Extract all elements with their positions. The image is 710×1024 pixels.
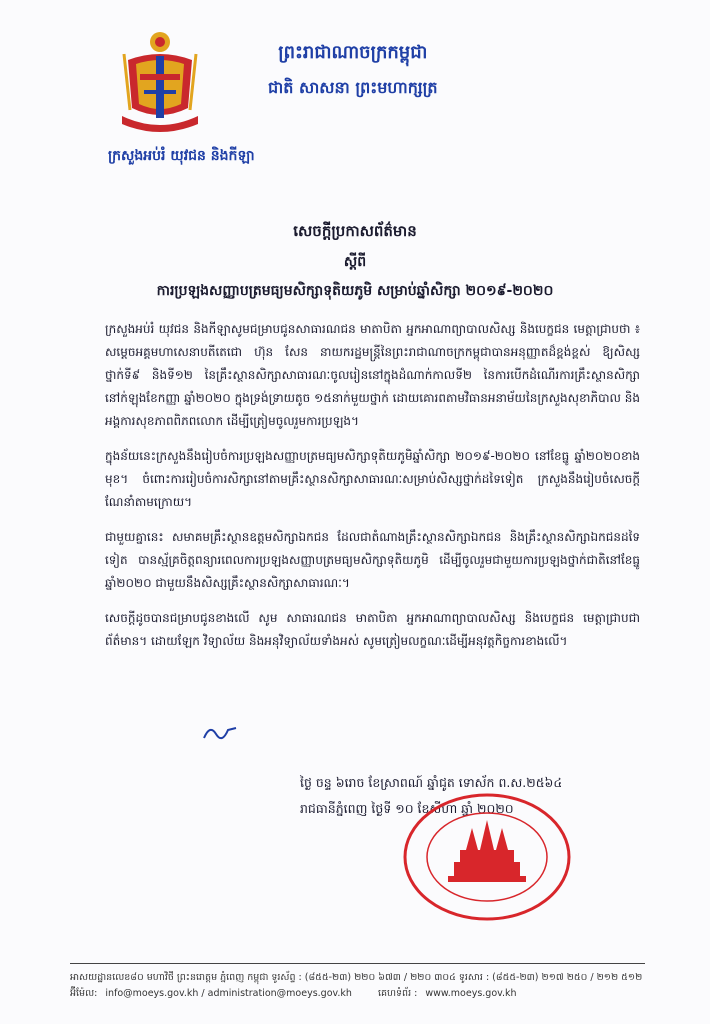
solar-date: រាជធានីភ្នំពេញ ថ្ងៃទី ១០ ខែសីហា ឆ្នាំ ២០២០	[300, 801, 514, 816]
email-label: អ៊ីម៉ែល:	[70, 988, 98, 999]
document-heading: សេចក្ដីប្រកាសព័ត៌មាន	[293, 222, 417, 240]
ministry-emblem-icon	[118, 30, 202, 140]
paragraph-2: ក្នុងន័យនេះក្រសួងនឹងរៀបចំការប្រឡងសញ្ញាបត្រមធ្យមសិក្សាទុតិយភូមិឆ្នាំសិក្សា ២០១៩-២០២០ នៅខែធ្នូ ឆ្នាំ២០២០ខាងមុខ។ ចំពោះការរៀបចំការសិក្សានៅតាមគ្រឹះស្ថានសិក្សាសាធារណៈសម្រាប់សិស្សថ្នាក់ដទៃទៀត ក្រសួងនឹងរៀបចំសេចក្ដីណែនាំតាមក្រោយ។	[105, 449, 640, 509]
signature-mark-icon	[200, 720, 240, 744]
kingdom-header	[268, 40, 438, 101]
document-about: ស្ដីពី	[343, 254, 367, 270]
kingdom-title: ព្រះរាជាណាចក្រកម្ពុជា	[278, 42, 428, 63]
paragraph-4: សេចក្ដីដូចបានជម្រាបជូនខាងលើ សូម សាធារណជន មាតាបិតា អ្នកអាណាព្យាបាលសិស្ស និងបេក្ខជន មេត្តាជ្រាបជាព័ត៌មាន។ ដោយឡែក វិទ្យាល័យ និងអនុវិទ្យាល័យទាំងអស់ សូមត្រៀមលក្ខណៈដើម្បីអនុវត្តកិច្ចការខាងលើ។	[105, 611, 640, 648]
lunar-date: ថ្ងៃ ចន្ទ ៦រោច ខែស្រាពណ៍ ឆ្នាំជូត ទោស័ក ព.ស.២៥៦៤	[300, 775, 563, 790]
web-label: គេហទំព័រ :	[377, 988, 418, 999]
paragraph-1: ក្រសួងអប់រំ យុវជន និងកីឡាសូមជម្រាបជូនសាធារណជន មាតាបិតា អ្នកអាណាព្យាបាលសិស្ស និងបេក្ខជន មេត្តាជ្រាបថា ៖ សម្ដេចអគ្គមហាសេនាបតីតេជោ ហ៊ុន សែន នាយករដ្ឋមន្ត្រីនៃព្រះរាជាណាចក្រកម្ពុជាបានអនុញ្ញាតដ៏ខ្ពង់ខ្ពស់ ឱ្យសិស្សថ្នាក់ទី៩ និងទី១២ នៃគ្រឹះស្ថានសិក្សាសាធារណៈចូលរៀននៅក្នុងដំណាក់កាលទី២ នៃការបើកដំណើរការគ្រឹះស្ថានសិក្សា នៅក់ឡុងខែកញ្ញា ឆ្នាំ២០២០ ក្នុងទ្រង់ទ្រាយតូច ១៥នាក់មួយថ្នាក់ ដោយគោរពតាមវិធានអនាម័យនៃក្រសួងសុខាភិបាល និងអង្គការសុខភាពពិភពលោក ដើម្បីត្រៀមចូលរួមការប្រឡង។	[105, 322, 640, 428]
email-link[interactable]: info@moeys.gov.kh / administration@moeys.gov.kh	[105, 988, 352, 999]
document-title-block	[0, 222, 710, 302]
document-subject: ការប្រឡងសញ្ញាបត្រមធ្យមសិក្សាទុតិយភូមិ សម្រាប់ឆ្នាំសិក្សា ២០១៩-២០២០	[156, 283, 554, 299]
footer-divider	[70, 963, 645, 964]
footer	[70, 970, 650, 1002]
official-seal-icon	[402, 792, 572, 922]
document-body	[105, 318, 640, 665]
ministry-name: ក្រសួងអប់រំ យុវជន និងកីឡា	[108, 148, 255, 164]
web-link[interactable]: www.moeys.gov.kh	[425, 988, 517, 999]
footer-address: អាសយដ្ឋានលេខ៨០ មហាវិថី ព្រះនរោត្ដម ភ្នំពេញ កម្ពុជា ទូរស័ព្ទ : (៨៥៥-២៣) ២២០ ៦៧៣ / ២២០ ៣០៤ ទូរសារ : (៨៥៥-២៣) ២១៧ ២៥០ / ២១២ ៥១២	[70, 972, 643, 983]
paragraph-3: ជាមួយគ្នានេះ សមាគមគ្រឹះស្ថានឧត្ដមសិក្សាឯកជន ដែលជាតំណាងគ្រឹះស្ថានសិក្សាឯកជន និងគ្រឹះស្ថានសិក្សាឯកជនដទៃទៀត បានស្ម័គ្រចិត្តពន្យារពេលការប្រឡងសញ្ញាបត្រមធ្យមសិក្សាទុតិយភូមិ ដើម្បីចូលរួមជាមួយការប្រឡងថ្នាក់ជាតិនៅខែធ្នូ ឆ្នាំ២០២០ ជាមួយនឹងសិស្សគ្រឹះស្ថានសិក្សាសាធារណៈ។	[105, 530, 640, 590]
national-motto: ជាតិ សាសនា ព្រះមហាក្សត្រ	[268, 78, 438, 97]
